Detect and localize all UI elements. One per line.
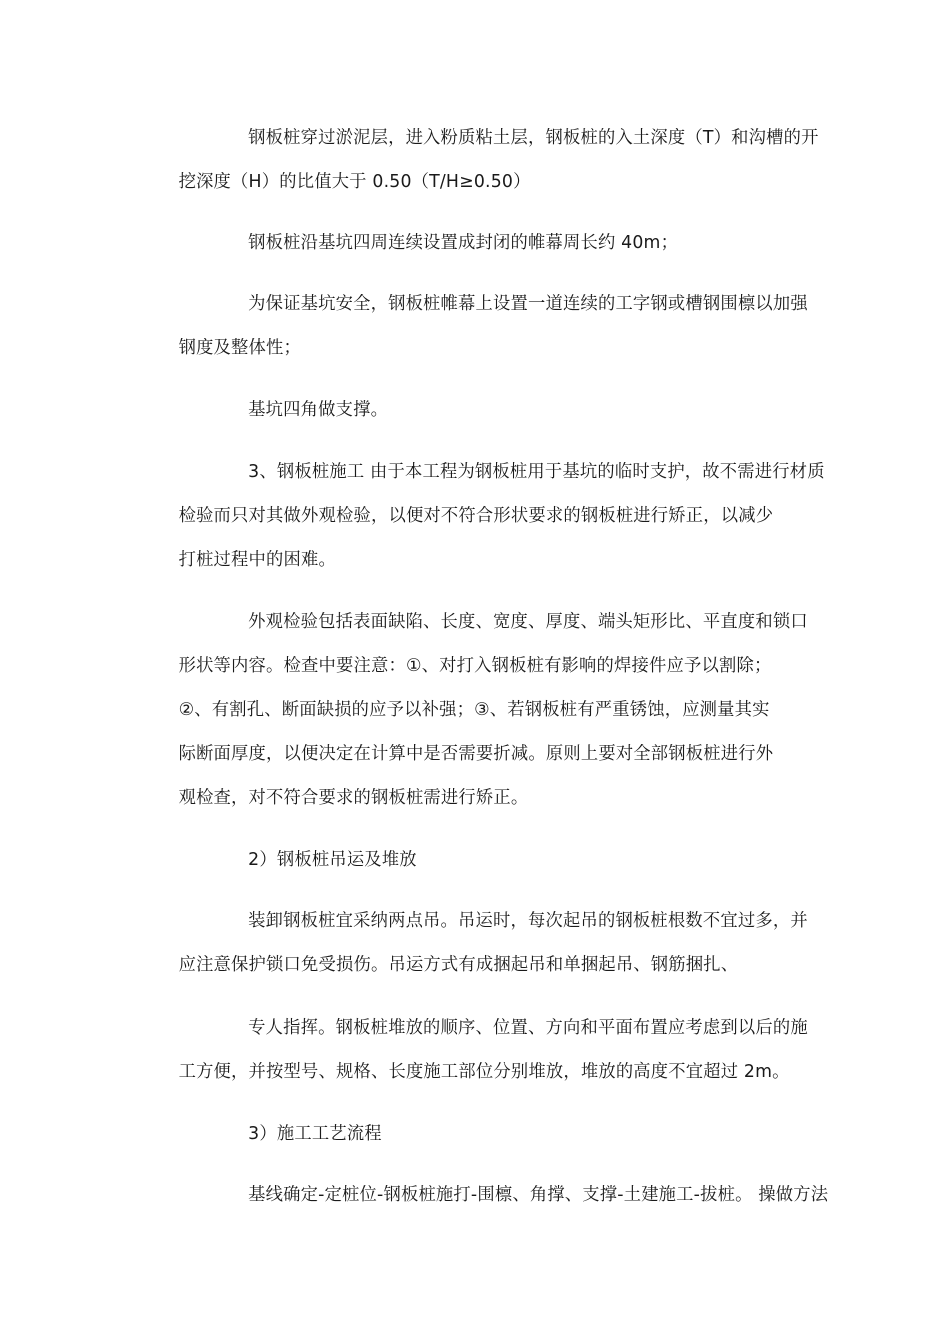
- text-line: 检验而只对其做外观检验，以便对不符合形状要求的钢板桩进行矫正，以减少: [178, 506, 774, 526]
- text-line: 专人指挥。钢板桩堆放的顺序、位置、方向和平面布置应考虑到以后的施: [248, 1018, 808, 1038]
- text-line: 形状等内容。检查中要注意：①、对打入钢板桩有影响的焊接件应予以割除；: [178, 656, 772, 676]
- text-line: 挖深度（H）的比值大于 0.50（T/H≥0.50）: [178, 172, 531, 192]
- paragraph-steel-sheet-pile-depth: [144, 116, 819, 204]
- text-line: 应注意保护锁口免受损伤。吊运方式有成捆起吊和单捆起吊、钢筋捆扎、: [178, 955, 739, 975]
- text-line: 基线确定-定桩位-钢板桩施打-围檩、角撑、支撑-土建施工-拔桩。 操做方法: [248, 1185, 829, 1205]
- text-line: 观检查，对不符合要求的钢板桩需进行矫正。: [178, 788, 529, 808]
- text-line: 3、钢板桩施工 由于本工程为钢板桩用于基坑的临时支护，故不需进行材质: [248, 462, 825, 482]
- text-line: 外观检验包括表面缺陷、长度、宽度、厚度、端头矩形比、平直度和锁口: [248, 612, 808, 632]
- text-line: 3）施工工艺流程: [248, 1124, 382, 1144]
- text-line: 基坑四角做支撑。: [248, 400, 389, 420]
- text-line: 打桩过程中的困难。: [178, 550, 337, 570]
- text-line: 2）钢板桩吊运及堆放: [248, 850, 417, 870]
- text-line: ②、有割孔、断面缺损的应予以补强；③、若钢板桩有严重锈蚀，应测量其实: [178, 700, 770, 720]
- paragraph-stacking: [144, 1006, 814, 1094]
- paragraph-sheet-pile-construction: [144, 450, 825, 582]
- text-line: 钢度及整体性；: [178, 338, 302, 358]
- paragraph-curtain-perimeter: [144, 221, 814, 265]
- text-line: 工方便，并按型号、规格、长度施工部位分别堆放，堆放的高度不宜超过 2m。: [178, 1062, 790, 1082]
- section-heading-process-flow: [144, 1112, 814, 1156]
- paragraph-lifting: [144, 899, 814, 987]
- text-line: 钢板桩沿基坑四周连续设置成封闭的帷幕周长约 40m；: [248, 233, 679, 253]
- paragraph-corner-bracing: [144, 388, 814, 432]
- text-line: 际断面厚度，以便决定在计算中是否需要折减。原则上要对全部钢板桩进行外: [178, 744, 774, 764]
- paragraph-visual-inspection: [144, 600, 814, 820]
- text-line: 装卸钢板桩宜采纳两点吊。吊运时，每次起吊的钢板桩根数不宜过多，并: [248, 911, 808, 931]
- paragraph-process-steps: [144, 1173, 829, 1217]
- section-heading-lifting-and-stacking: [144, 838, 814, 882]
- paragraph-waling-reinforcement: [144, 282, 814, 370]
- text-line: 钢板桩穿过淤泥层，进入粉质粘土层，钢板桩的入土深度（T）和沟槽的开: [248, 128, 819, 148]
- text-line: 为保证基坑安全，钢板桩帷幕上设置一道连续的工字钢或槽钢围檩以加强: [248, 294, 808, 314]
